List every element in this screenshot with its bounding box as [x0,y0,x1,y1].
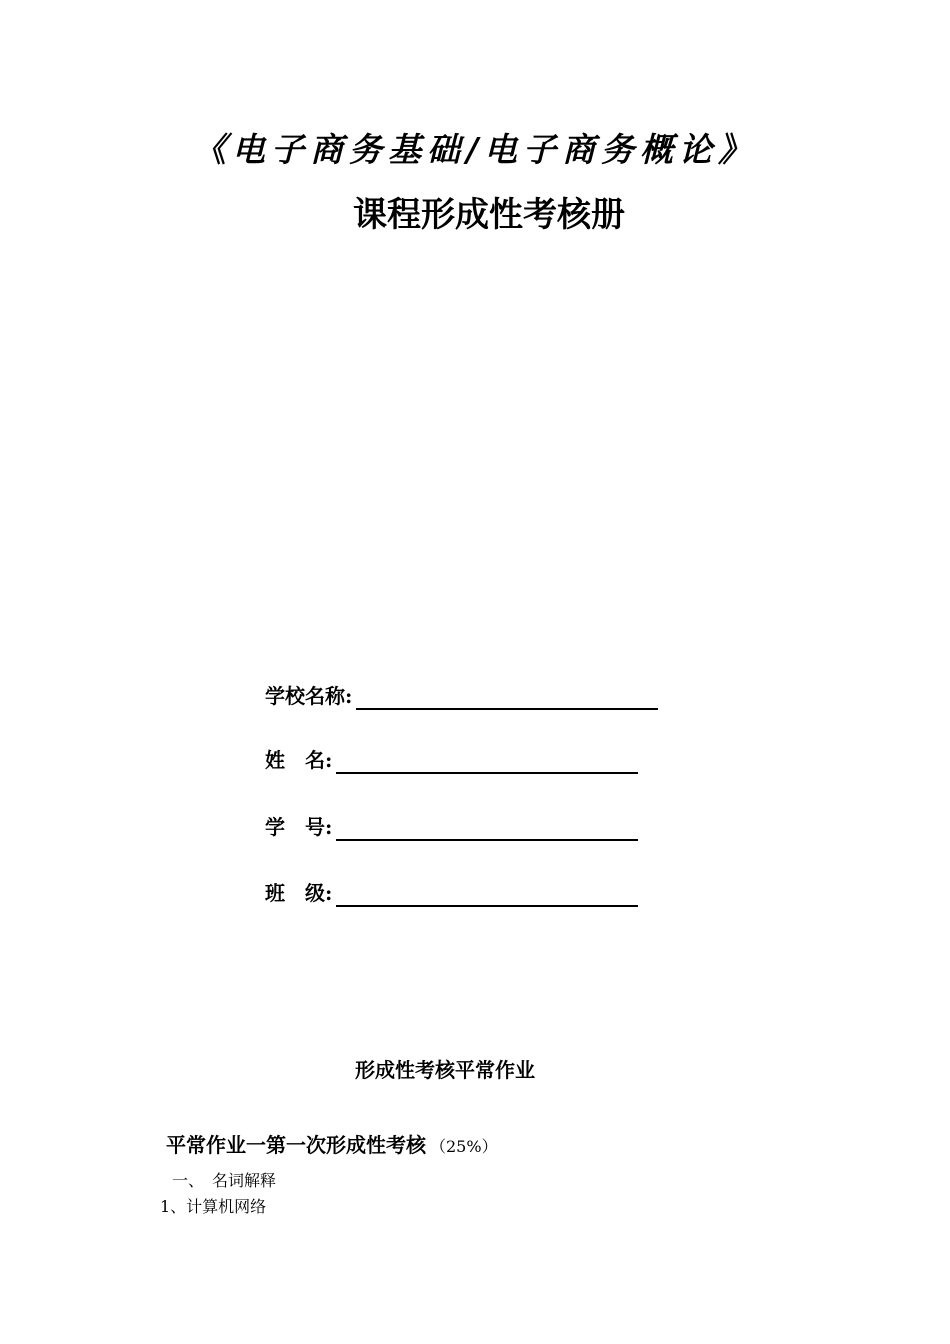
student-name-row [265,746,638,774]
part-number: 一、 [172,1171,205,1190]
student-id-row [265,813,638,841]
class-row [265,879,638,907]
homework-title [166,1131,498,1161]
part-heading [172,1170,276,1192]
student-name-blank [336,750,638,774]
student-id-label: 学 号: [265,815,333,839]
student-name-label: 姓 名: [265,748,333,772]
student-id-blank [336,817,638,841]
school-name-row [265,682,658,710]
book-title: 课程形成性考核册 [353,195,625,235]
homework-title-text: 平常作业一第一次形成性考核 [166,1133,426,1157]
homework-percent: （25%） [430,1137,498,1156]
class-label: 班 级: [265,881,333,905]
course-title: 《电子商务基础/电子商务概论》 [192,130,758,169]
school-name-label: 学校名称: [265,684,353,708]
school-name-blank [356,686,658,710]
section-heading: 形成性考核平常作业 [355,1058,535,1082]
class-blank [336,883,638,907]
question-item: 1、计算机网络 [160,1197,267,1216]
part-title: 名词解释 [212,1171,277,1190]
